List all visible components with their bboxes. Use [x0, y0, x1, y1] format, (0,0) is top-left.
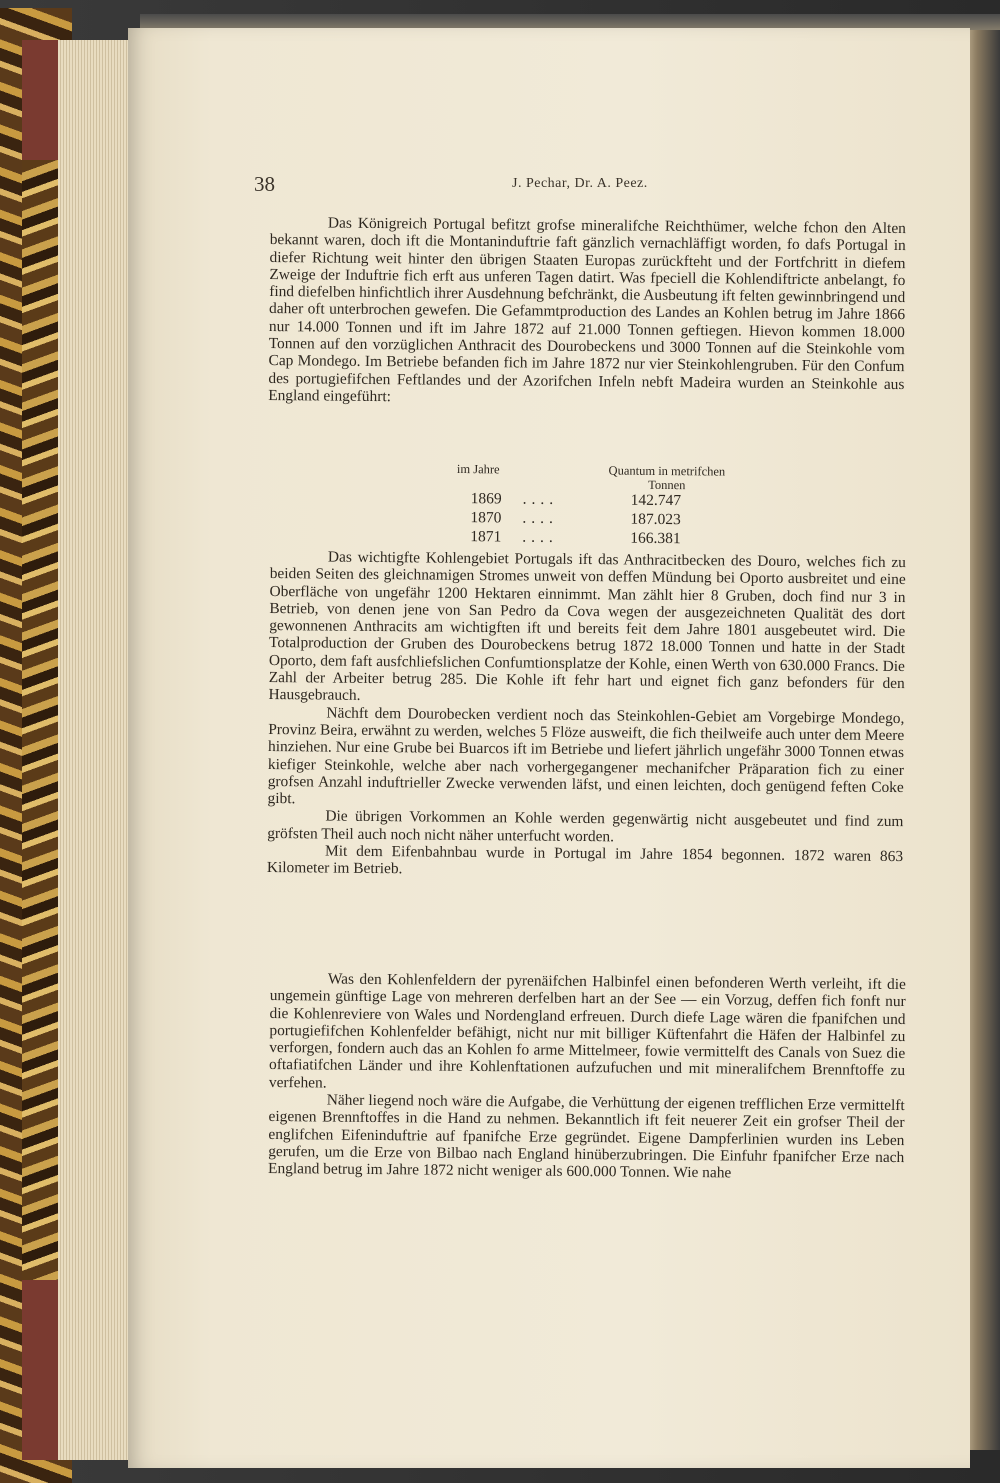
- table-row: [470, 528, 730, 548]
- table-cell-dots: ....: [522, 509, 559, 527]
- paragraph: Das Königreich Portugal befitzt grofse mineralifche Reichthümer, welche fchon den Alten bekannt waren, doch ift die Montaninduftrie faft gänzlich vernachläffigt worden, fo dafs Portugal in diefer Richtung weit hinter den übrigen Staaten Europas zurückfteht und der Fortfchritt in diefem Zweige der Induftrie fich erft aus unferen Tagen datirt. Was fpeciell die Kohlendiftricte anbelangt, fo find diefelben hinfichtlich ihrer Ausdehnung befchränkt, die Ausbeutung ift felten gewinnbringend und daher oft unterbrochen gewefen. Die Gefammtproduction des Landes an Kohlen betrug im Jahre 1866 nur 14.000 Tonnen und ift im Jahre 1872 auf 21.000 Tonnen geftiegen. Hievon kommen 18.000 Tonnen auf den vorzüglichen Anthracit des Dourobeckens und 3000 Tonnen auf die Steinkohle vom Cap Mondego. Im Betriebe befanden fich im Jahre 1872 nur vier Steinkohlengruben. Für den Confum des portugiefifchen Feftlandes und der Azorifchen Infeln nebft Madeira wurden an Steinkohle aus England eingeführt:: [268, 214, 906, 406]
- paragraph: Mit dem Eifenbahnbau wurde in Portugal im Jahre 1854 begonnen. 1872 waren 863 Kilometer im Betrieb.: [266, 842, 904, 878]
- table-cell-dots: ....: [522, 490, 559, 508]
- table-cell-value: 166.381: [630, 529, 681, 548]
- table-cell-value: 142.747: [630, 491, 682, 510]
- page-number: 38: [254, 172, 275, 196]
- page-stack: [58, 40, 138, 1460]
- page-header: [254, 172, 914, 196]
- text-block-portugal: [268, 214, 906, 410]
- table-cell-year: 1869: [470, 490, 502, 508]
- paragraph: Die übrigen Vorkommen an Kohle werden gegenwärtig nicht ausgebeutet und find zum gröfsten Theil auch noch nicht näher unterfucht worden.: [267, 807, 904, 846]
- text-block-peninsula: [268, 970, 906, 1184]
- table-header-quantity: Quantum in metrifchen Tonnen: [608, 463, 726, 493]
- coal-import-table: [454, 462, 735, 551]
- table-header-year: im Jahre: [456, 462, 500, 477]
- table-row: [471, 490, 731, 510]
- paragraph: Nächft dem Dourobecken verdient noch das Steinkohlen-Gebiet am Vorgebirge Mondego, Provinz Beira, erwähnt zu werden, welches 5 Flöze ausweift, die fich theilweife auch unter dem Meere hinziehen. Nur eine Grube bei Buarcos ift im Betriebe und liefert jährlich ungefähr 3000 Tonnen etwas kiefiger Steinkohle, welche aber nach vorhergegangener mechanifcher Präparation fich zu einer grofsen Anzahl induftrieller Zwecke verwenden läfst, und einen leichten, doch genügend feften Coke gibt.: [267, 704, 905, 808]
- paragraph: Was den Kohlenfeldern der pyrenäifchen Halbinfel einen befonderen Werth verleiht, ift die ungemein günftige Lage von mehreren derfelben hart an der See — ein Vorzug, deffen fich fonft nur die Kohlenreviere von Wales und Nordengland erfreuen. Durch diefe Lage wären die fpanifchen und portugiefifchen Kohlenfelder befähigt, nicht nur mit billiger Küftenfahrt die Häfen der Halbinfel zu verforgen, fondern auch das an Kohlen fo arme Mittelmeer, fowie vermittelft des Canals von Suez die oftafiatifchen Länder und ihre Kohlenftationen aufzufuchen und mit mineralifchem Brennftoffe zu verfehen.: [268, 970, 906, 1092]
- table-cell-year: 1870: [470, 509, 502, 527]
- table-cell-value: 187.023: [630, 510, 681, 529]
- table-row: [470, 509, 730, 529]
- table-cell-dots: ....: [522, 528, 558, 546]
- table-cell-year: 1871: [470, 528, 502, 546]
- text-block-douro: [267, 548, 906, 883]
- running-head: J. Pechar, Dr. A. Peez.: [512, 176, 648, 191]
- paragraph: Näher liegend noch wäre die Aufgabe, die Verhüttung der eigenen trefflichen Erze vermittelft eigenen Brennftoffes in die Hand zu nehmen. Bekanntlich ift feit neuerer Zeit ein grofser Theil der englifchen Eifeninduftrie auf fpanifche Erze gegründet. Eigene Dampferlinien wurden ins Leben gerufen, um die Erze von Bilbao nach England hinüberzubringen. Die Einfuhr fpanifcher Erze nach England betrug im Jahre 1872 nicht weniger als 600.000 Tonnen. Wie nahe: [268, 1091, 905, 1182]
- paragraph: Das wichtigfte Kohlengebiet Portugals ift das Anthracitbecken des Douro, welches fich zu beiden Seiten des gleichnamigen Stromes unweit von deffen Mündung bei Oporto ausbreitet und eine Oberfläche von ungefähr 1200 Hektaren einnimmt. Man zählt hier 8 Gruben, doch find nur 3 in Betrieb, von denen jene von San Pedro da Cova wegen der ausgezeichneten Qualität des dort gewonnenen Anthracits am wichtigften ift und bereits feit dem Jahre 1801 ausgebeutet wird. Die Totalproduction der Gruben des Dourobeckens betrug 1872 18.000 Tonnen und hatte in der Stadt Oporto, dem faft ausfchliefslichen Confumtionsplatze der Kohle, einen Werth von 630.000 Francs. Die Zahl der Arbeiter betrug 285. Die Kohle ift fehr hart und eignet fich ganz befonders für den Hausgebrauch.: [268, 548, 906, 705]
